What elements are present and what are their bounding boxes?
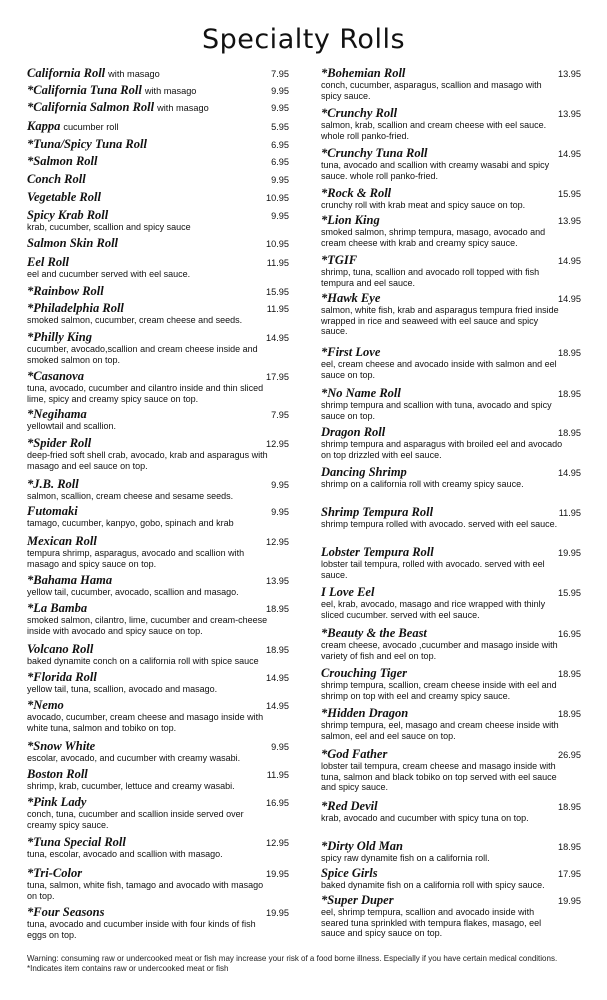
menu-item-price: 11.95 — [266, 770, 289, 780]
menu-item — [27, 407, 289, 432]
footer-warning: Warning: consuming raw or undercooked meat or fish may increase your risk of a food borne illness. Especially if you have certain medical conditions. — [27, 954, 558, 963]
menu-item — [27, 504, 289, 529]
menu-item-name: Spice Girls — [321, 866, 378, 880]
menu-item-description: yellowtail and scallion. — [27, 421, 117, 431]
menu-item-price: 19.95 — [558, 548, 581, 558]
menu-item-name: Eel Roll — [27, 255, 70, 269]
menu-item — [321, 106, 581, 141]
menu-item — [321, 505, 581, 530]
menu-item-description: tuna, escolar, avocado and scallion with masago. — [27, 849, 223, 859]
menu-item-name: *Bahama Hama — [27, 573, 113, 587]
footer — [27, 954, 587, 974]
menu-item-description: conch, cucumber, asparagus, scallion and masago with spicy sauce. — [321, 80, 542, 101]
menu-item-description: lobster tail tempura, rolled with avocado. served with eel sauce. — [321, 559, 545, 580]
menu-item-price: 11.95 — [266, 258, 289, 268]
menu-item-name: Vegetable Roll — [27, 190, 101, 204]
menu-item-name: Volcano Roll — [27, 642, 94, 656]
menu-item-price: 9.95 — [271, 211, 289, 221]
menu-item — [27, 301, 289, 326]
menu-item-name: Spicy Krab Roll — [27, 208, 109, 222]
menu-item-price: 13.95 — [558, 216, 581, 226]
menu-item-name: *Tuna Special Roll — [27, 835, 126, 849]
menu-item-price: 18.95 — [266, 604, 289, 614]
menu-item-description: tuna, avocado and cucumber inside with four kinds of fish eggs on top. — [27, 919, 256, 940]
menu-item-price: 15.95 — [558, 189, 581, 199]
menu-item-description: smoked salmon, cilantro, lime, cucumber and cream-cheese inside with avocado and spicy sauce on top. — [27, 615, 268, 636]
menu-item-name: *Nemo — [27, 698, 64, 712]
menu-item — [27, 369, 289, 404]
menu-item-name: *California Tuna Roll — [27, 83, 142, 97]
menu-item-name: *Tuna/Spicy Tuna Roll — [27, 137, 147, 151]
menu-item-name: Kappa — [27, 119, 61, 133]
page-title: Specialty Rolls — [201, 24, 406, 55]
menu-item — [321, 186, 581, 211]
menu-item-name: *Lion King — [321, 213, 380, 227]
menu-item-name: Lobster Tempura Roll — [321, 545, 434, 559]
menu-item-price: 17.95 — [266, 372, 289, 382]
menu-item-description: shrimp, krab, cucumber, lettuce and creamy wasabi. — [27, 781, 235, 791]
menu-item-name: Conch Roll — [27, 172, 86, 186]
menu-item-price: 9.95 — [271, 86, 289, 96]
menu-item — [321, 585, 581, 620]
menu-item-price: 18.95 — [558, 428, 581, 438]
menu-item-name: *Beauty & the Beast — [321, 626, 427, 640]
menu-item — [27, 172, 289, 187]
menu-item-name: *Tri-Color — [27, 866, 83, 880]
menu-item-name: Dancing Shrimp — [321, 465, 407, 479]
menu-item-price: 14.95 — [558, 149, 581, 159]
menu-item — [27, 119, 289, 134]
menu-item-description: tuna, avocado and scallion with creamy wasabi and spicy sauce. whole roll panko-fried. — [321, 160, 550, 181]
menu-item-name: Shrimp Tempura Roll — [321, 505, 434, 519]
menu-item-description: tamago, cucumber, kanpyo, gobo, spinach and krab — [27, 518, 234, 528]
menu-item-price: 11.95 — [266, 304, 289, 314]
menu-item — [321, 747, 581, 793]
menu-item-name: *Bohemian Roll — [321, 66, 406, 80]
menu-item-name: *Red Devil — [321, 799, 378, 813]
menu-item-name: *God Father — [321, 747, 388, 761]
menu-item-name: *Dirty Old Man — [321, 839, 403, 853]
menu-item-description: shrimp tempura and asparagus with broiled eel and avocado on top drizzled with eel sauce. — [321, 439, 563, 460]
menu-item-price: 6.95 — [271, 140, 289, 150]
menu-item — [27, 83, 289, 98]
menu-item-price: 10.95 — [266, 193, 289, 203]
menu-item-description: shrimp, tuna, scallion and avocado roll topped with fish tempura and eel sauce. — [321, 267, 540, 288]
menu-item — [321, 253, 581, 288]
menu-item — [27, 642, 289, 667]
menu-item-name: *California Salmon Roll — [27, 100, 155, 114]
menu-item-price: 9.95 — [271, 507, 289, 517]
menu-item-description: salmon, krab, scallion and cream cheese with eel sauce. whole roll panko-fried. — [321, 120, 547, 141]
menu-item-inline-desc: with masago — [144, 86, 197, 96]
menu-item — [321, 213, 581, 248]
menu-item-name: Salmon Skin Roll — [27, 236, 119, 250]
menu-item — [27, 795, 289, 830]
menu-item-price: 9.95 — [271, 480, 289, 490]
menu-item — [321, 465, 581, 490]
menu-item-description: spicy raw dynamite fish on a california roll. — [321, 853, 490, 863]
menu-item-name: *Philly King — [27, 330, 92, 344]
menu-item-price: 6.95 — [271, 157, 289, 167]
menu-item-description: salmon, white fish, krab and asparagus tempura fried inside wrapped in rice and seaweed with eel sauce and spicy sauce. — [321, 305, 559, 336]
menu-item-description: crunchy roll with krab meat and spicy sauce on top. — [321, 200, 526, 210]
menu-item — [27, 236, 289, 251]
footer-note: *Indicates item contains raw or undercooked meat or fish — [27, 964, 229, 973]
menu-item — [27, 835, 289, 860]
menu-item — [27, 698, 289, 733]
menu-item-description: eel and cucumber served with eel sauce. — [27, 269, 191, 279]
menu-item-price: 5.95 — [271, 122, 289, 132]
menu-item-price: 17.95 — [558, 869, 581, 879]
menu-item-inline-desc: with masago — [108, 69, 160, 79]
menu-item-name: *Snow White — [27, 739, 96, 753]
menu-item-price: 14.95 — [266, 673, 289, 683]
menu-item-name: *Crunchy Roll — [321, 106, 398, 120]
menu-item-description: eel, krab, avocado, masago and rice wrapped with thinly sliced cucumber. served with eel sauce. — [321, 599, 546, 620]
menu-item-price: 26.95 — [558, 750, 581, 760]
menu-item-description: escolar, avocado, and cucumber with creamy wasabi. — [27, 753, 241, 763]
menu-item-name: *TGIF — [321, 253, 358, 267]
menu-item-name: *Four Seasons — [27, 905, 105, 919]
menu-item — [27, 154, 289, 169]
menu-item-price: 19.95 — [558, 896, 581, 906]
menu-item-description: shrimp on a california roll with creamy spicy sauce. — [321, 479, 524, 489]
menu-item — [321, 839, 581, 864]
menu-item-description: baked dynamite conch on a california roll with spice sauce — [27, 656, 259, 666]
menu-item — [27, 330, 289, 365]
menu-item-price: 18.95 — [558, 802, 581, 812]
menu-item-name: *Hidden Dragon — [321, 706, 409, 720]
menu-item — [321, 626, 581, 661]
menu-item — [27, 601, 289, 636]
menu-item-description: shrimp tempura, scallion, cream cheese inside with eel and shrimp on top with eel and creamy spicy sauce. — [321, 680, 557, 701]
menu-item-price: 18.95 — [558, 669, 581, 679]
menu-item-price: 15.95 — [266, 287, 289, 297]
menu-item — [27, 190, 289, 205]
menu-item-description: avocado, cucumber, cream cheese and masago inside with white tuna, salmon and tobiko on top. — [27, 712, 264, 733]
menu-item — [27, 137, 289, 152]
menu-item-description: deep-fried soft shell crab, avocado, krab and asparagus with masago and eel sauce on top. — [27, 450, 268, 471]
menu-item — [27, 100, 289, 115]
menu-item-name: *Spider Roll — [27, 436, 92, 450]
menu-item-description: lobster tail tempura, cream cheese and masago inside with tuna, salmon and black tobiko on top served with eel sauce and spicy sauce. — [321, 761, 557, 792]
menu-item-price: 18.95 — [558, 842, 581, 852]
menu-item-description: eel, cream cheese and avocado inside with salmon and eel sauce on top. — [321, 359, 557, 380]
menu-item — [321, 893, 581, 939]
menu-item — [27, 208, 289, 233]
menu-item-description: eel, shrimp tempura, scallion and avocado inside with seared tuna sprinkled with tempura flakes, masago, eel sauce and spicy sauce on top. — [321, 907, 542, 938]
menu-item — [321, 386, 581, 421]
menu-item-price: 18.95 — [558, 348, 581, 358]
menu-item-price: 9.95 — [271, 103, 289, 113]
menu-item-description: krab, avocado and cucumber with spicy tuna on top. — [321, 813, 529, 823]
menu-item-description: conch, tuna, cucumber and scallion inside served over creamy spicy sauce. — [27, 809, 244, 830]
menu-item-description: smoked salmon, shrimp tempura, masago, avocado and cream cheese with krab and creamy spicy sauce. — [321, 227, 546, 248]
menu-item-description: shrimp tempura and scallion with tuna, avocado and spicy sauce on top. — [321, 400, 552, 421]
menu-item — [321, 545, 581, 580]
menu-item — [27, 866, 289, 901]
menu-item — [321, 666, 581, 701]
menu-item-price: 15.95 — [558, 588, 581, 598]
menu-item-description: salmon, scallion, cream cheese and sesame seeds. — [27, 491, 234, 501]
menu-item-price: 14.95 — [558, 468, 581, 478]
menu-item-description: krab, cucumber, scallion and spicy sauce — [27, 222, 191, 232]
menu-item — [27, 534, 289, 569]
menu-item-name: *J.B. Roll — [27, 477, 79, 491]
menu-item-description: cucumber, avocado,scallion and cream cheese inside and smoked salmon on top. — [27, 344, 258, 365]
menu-item-price: 13.95 — [558, 69, 581, 79]
menu-item-name: Futomaki — [27, 504, 78, 518]
menu-item-inline-desc: with masago — [157, 103, 209, 113]
menu-item-price: 9.95 — [271, 175, 289, 185]
menu-item-price: 12.95 — [266, 537, 289, 547]
menu-item-name: California Roll — [27, 66, 106, 80]
menu-item-price: 18.95 — [266, 645, 289, 655]
menu-item-name: *Pink Lady — [27, 795, 87, 809]
menu-item — [27, 573, 289, 598]
menu-item-price: 13.95 — [266, 576, 289, 586]
menu-item-name: *Rock & Roll — [321, 186, 392, 200]
menu-item-name: *Crunchy Tuna Roll — [321, 146, 428, 160]
menu-item — [321, 425, 581, 460]
menu-item-description: cream cheese, avocado ,cucumber and masago inside with variety of fish and eel on top. — [321, 640, 558, 661]
menu-item-name: *La Bamba — [27, 601, 88, 615]
menu-item-price: 9.95 — [271, 742, 289, 752]
menu-item-name: Crouching Tiger — [321, 666, 408, 680]
menu-item-description: baked dynamite fish on a california roll with spicy sauce. — [321, 880, 545, 890]
menu-item — [27, 477, 289, 502]
menu-item-inline-desc: cucumber roll — [63, 122, 119, 132]
menu-item-price: 16.95 — [558, 629, 581, 639]
menu-item — [321, 706, 581, 741]
menu-item-description: tuna, salmon, white fish, tamago and avocado with masago on top. — [27, 880, 264, 901]
menu-item-description: tempura shrimp, asparagus, avocado and scallion with masago and spicy sauce on top. — [27, 548, 245, 569]
menu-item-price: 11.95 — [558, 508, 581, 518]
menu-item-description: yellow tail, tuna, scallion, avocado and masago. — [27, 684, 218, 694]
menu-item — [27, 66, 289, 81]
menu-item-name: *Super Duper — [321, 893, 394, 907]
menu-item-name: *Philadelphia Roll — [27, 301, 124, 315]
menu-item-name: *Negihama — [27, 407, 87, 421]
menu-item — [27, 284, 289, 299]
menu-item-price: 14.95 — [266, 701, 289, 711]
menu-item-price: 14.95 — [266, 333, 289, 343]
menu-item-price: 12.95 — [266, 439, 289, 449]
menu-item — [321, 866, 581, 891]
menu-item — [321, 291, 581, 337]
menu-item-description: shrimp tempura, eel, masago and cream cheese inside with salmon, eel and eel sauce on top. — [321, 720, 559, 741]
menu-item-description: smoked salmon, cucumber, cream cheese and seeds. — [27, 315, 243, 325]
menu-item — [27, 670, 289, 695]
menu-item-name: *First Love — [321, 345, 381, 359]
menu-item-price: 7.95 — [271, 410, 289, 420]
menu-item — [321, 146, 581, 181]
menu-item-price: 19.95 — [266, 908, 289, 918]
menu-item — [27, 767, 289, 792]
menu-item-name: Dragon Roll — [321, 425, 386, 439]
menu-item-price: 14.95 — [558, 256, 581, 266]
menu-item — [27, 436, 289, 471]
menu-item-description: tuna, avocado, cucumber and cilantro inside and thin sliced lime, spicy and creamy spicy sauce on top. — [27, 383, 264, 404]
menu-item-price: 13.95 — [558, 109, 581, 119]
menu-item-name: *Salmon Roll — [27, 154, 98, 168]
menu-item-name: *Florida Roll — [27, 670, 97, 684]
menu-item-name: *Casanova — [27, 369, 84, 383]
menu-item-price: 10.95 — [266, 239, 289, 249]
menu-item-price: 7.95 — [271, 69, 289, 79]
menu-item-price: 14.95 — [558, 294, 581, 304]
menu-item-price: 16.95 — [266, 798, 289, 808]
menu-item — [321, 345, 581, 380]
menu-item-name: Boston Roll — [27, 767, 88, 781]
menu-item-name: I Love Eel — [321, 585, 375, 599]
menu-item — [27, 255, 289, 280]
menu-item — [27, 905, 289, 940]
menu-item-price: 18.95 — [558, 709, 581, 719]
menu-item — [321, 799, 581, 824]
menu-item-price: 18.95 — [558, 389, 581, 399]
menu-item-price: 12.95 — [266, 838, 289, 848]
menu-item-name: Mexican Roll — [27, 534, 97, 548]
menu-item-name: *No Name Roll — [321, 386, 401, 400]
menu-item — [321, 66, 581, 101]
menu-item — [27, 739, 289, 764]
menu-item-description: shrimp tempura rolled with avocado. served with eel sauce. — [321, 519, 558, 529]
menu-item-name: *Hawk Eye — [321, 291, 381, 305]
menu-item-description: yellow tail, cucumber, avocado, scallion and masago. — [27, 587, 239, 597]
menu-item-name: *Rainbow Roll — [27, 284, 104, 298]
menu-item-price: 19.95 — [266, 869, 289, 879]
